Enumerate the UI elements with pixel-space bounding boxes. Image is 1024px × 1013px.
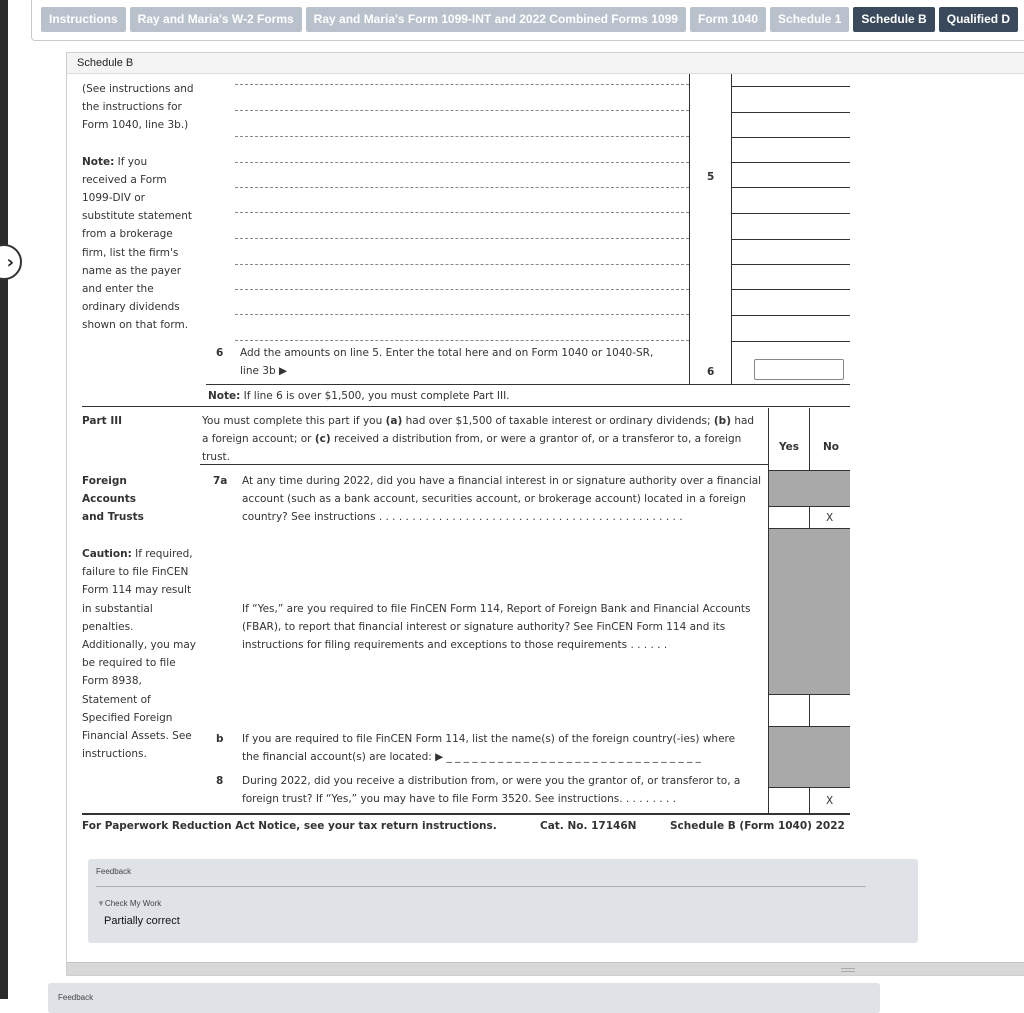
bottom-feedback-title: Feedback bbox=[58, 993, 94, 1002]
part-3-label: Part III bbox=[82, 415, 123, 427]
payer-row[interactable] bbox=[235, 264, 689, 265]
column-divider bbox=[731, 74, 732, 384]
amount-row[interactable] bbox=[731, 315, 850, 316]
question-7b: If you are required to file FinCEN Form 114, list the name(s) of the foreign country(-ies) where the financial account(s) are located: ▶ _ _ _ _ _ _ _ _ _ _ _ _ _ _ _ _ _ _ _ _ _ _ _ _ _ _ _ _ _ _ bbox=[242, 733, 736, 764]
foreign-accounts-heading: Foreign Accounts and Trusts bbox=[82, 475, 144, 524]
line-7b-number: b bbox=[216, 733, 224, 745]
amount-row[interactable] bbox=[731, 239, 850, 240]
payer-row[interactable] bbox=[235, 110, 689, 111]
question-8: During 2022, did you receive a distribution from, or were you the grantor of, or transferor to, a foreign trust? If “Yes,” you may have to file Form 3520. See instructions. . . . . . . . . bbox=[242, 775, 741, 806]
line-6-input[interactable] bbox=[754, 359, 844, 380]
paperwork-notice: For Paperwork Reduction Act Notice, see your tax return instructions. bbox=[82, 820, 497, 832]
tab-1099-forms[interactable]: Ray and Maria's Form 1099-INT and 2022 Combined Forms 1099 bbox=[306, 7, 686, 32]
line-8-number: 8 bbox=[216, 775, 224, 787]
payer-row[interactable] bbox=[235, 314, 689, 315]
catalog-number: Cat. No. 17146N bbox=[540, 820, 637, 832]
yes-header: Yes bbox=[779, 441, 800, 453]
amount-row[interactable] bbox=[731, 264, 850, 265]
line-6-text: Add the amounts on line 5. Enter the total here and on Form 1040 or 1040-SR, line 3b ▶ bbox=[240, 347, 654, 378]
rule bbox=[200, 464, 768, 465]
feedback-title: Feedback bbox=[96, 867, 132, 876]
rule bbox=[82, 406, 850, 407]
feedback-result: Partially correct bbox=[104, 915, 180, 927]
panel-title: Schedule B bbox=[67, 53, 1024, 74]
tab-w2-forms[interactable]: Ray and Maria's W-2 Forms bbox=[130, 7, 302, 32]
rule bbox=[768, 787, 850, 788]
form-footer-title: Schedule B (Form 1040) 2022 bbox=[670, 820, 845, 832]
rule bbox=[768, 694, 850, 695]
line-5-number: 5 bbox=[707, 171, 715, 183]
left-edge-bar bbox=[0, 0, 8, 999]
8-no-answer[interactable]: X bbox=[826, 795, 834, 807]
tab-bar bbox=[41, 7, 1018, 32]
shaded-cell bbox=[769, 529, 850, 694]
amount-row[interactable] bbox=[731, 112, 850, 113]
payer-row[interactable] bbox=[235, 136, 689, 137]
line-6-note: Note: If line 6 is over $1,500, you must complete Part III. bbox=[208, 390, 510, 402]
amount-row[interactable] bbox=[731, 289, 850, 290]
check-my-work-toggle[interactable]: ▼Check My Work bbox=[97, 899, 162, 908]
tab-schedule-1[interactable]: Schedule 1 bbox=[770, 7, 849, 32]
chevron-right-icon[interactable]: › bbox=[0, 244, 22, 280]
part-3-intro: You must complete this part if you (a) had over $1,500 of taxable interest or ordinary dividends; (b) had a foreign account; or (c) received a distribution from, or were a grantor of, or a transferor to, a foreign trust. bbox=[202, 415, 755, 464]
line-6-number: 6 bbox=[216, 347, 224, 359]
payer-row[interactable] bbox=[235, 162, 689, 163]
payer-row[interactable] bbox=[235, 340, 689, 341]
tab-form-1040[interactable]: Form 1040 bbox=[690, 7, 766, 32]
rule bbox=[768, 506, 850, 507]
amount-row[interactable] bbox=[731, 137, 850, 138]
amount-row[interactable] bbox=[731, 187, 850, 188]
no-header: No bbox=[823, 441, 840, 453]
tab-instructions[interactable]: Instructions bbox=[41, 7, 126, 32]
column-divider bbox=[689, 74, 690, 384]
rule bbox=[206, 384, 850, 385]
line-6-box-number: 6 bbox=[707, 366, 715, 378]
amount-row[interactable] bbox=[731, 341, 850, 342]
shaded-cell bbox=[769, 727, 850, 766]
panel-footer bbox=[67, 962, 1024, 975]
payer-row[interactable] bbox=[235, 187, 689, 188]
shaded-cell bbox=[769, 766, 850, 787]
line-7a-number: 7a bbox=[213, 475, 228, 487]
bottom-feedback-box bbox=[48, 983, 880, 1013]
tab-qualified-d[interactable]: Qualified D bbox=[939, 7, 1018, 32]
triangle-down-icon: ▼ bbox=[97, 899, 105, 908]
amount-row[interactable] bbox=[731, 86, 850, 87]
feedback-divider bbox=[96, 886, 866, 887]
feedback-box bbox=[88, 859, 918, 943]
payer-row[interactable] bbox=[235, 238, 689, 239]
amount-row[interactable] bbox=[731, 213, 850, 214]
tab-schedule-b[interactable]: Schedule B bbox=[853, 7, 934, 32]
payer-row[interactable] bbox=[235, 212, 689, 213]
schedule-b-form bbox=[82, 74, 852, 844]
resize-grip-icon[interactable] bbox=[841, 968, 855, 972]
7a-no-answer[interactable]: X bbox=[826, 512, 834, 524]
side-note: (See instructions and the instructions for Form 1040, line 3b.) Note: If you received a Form 1099-DIV or substitute statement from a brokerage firm, list the firm's name as the payer and enter the ordinary dividends shown on that form. bbox=[82, 83, 194, 332]
payer-row[interactable] bbox=[235, 289, 689, 290]
question-7a: At any time during 2022, did you have a financial interest in or signature authority over a financial account (such as a bank account, securities account, or brokerage account) located in a foreign country? See instructions . . . . . . . . . . . . . . . . . . . . . . . . . . . . . . . . . . . . . . . . . . . . . . bbox=[242, 475, 762, 524]
caution-note: Caution: If required, failure to file FinCEN Form 114 may result in substantial penalties. Additionally, you may be required to file Form 8938, Statement of Specified Foreign Financial Assets. See instructions. bbox=[82, 548, 197, 761]
payer-row[interactable] bbox=[235, 84, 689, 85]
question-7a-fbar: If “Yes,” are you required to file FinCEN Form 114, Report of Foreign Bank and Financial Accounts (FBAR), to report that financial interest or signature authority? See FinCEN Form 114 and its instructions for filing requirements and exceptions to those requirements . . . . . . bbox=[242, 603, 751, 652]
shaded-cell bbox=[769, 471, 850, 506]
amount-row[interactable] bbox=[731, 162, 850, 163]
rule bbox=[82, 813, 850, 815]
